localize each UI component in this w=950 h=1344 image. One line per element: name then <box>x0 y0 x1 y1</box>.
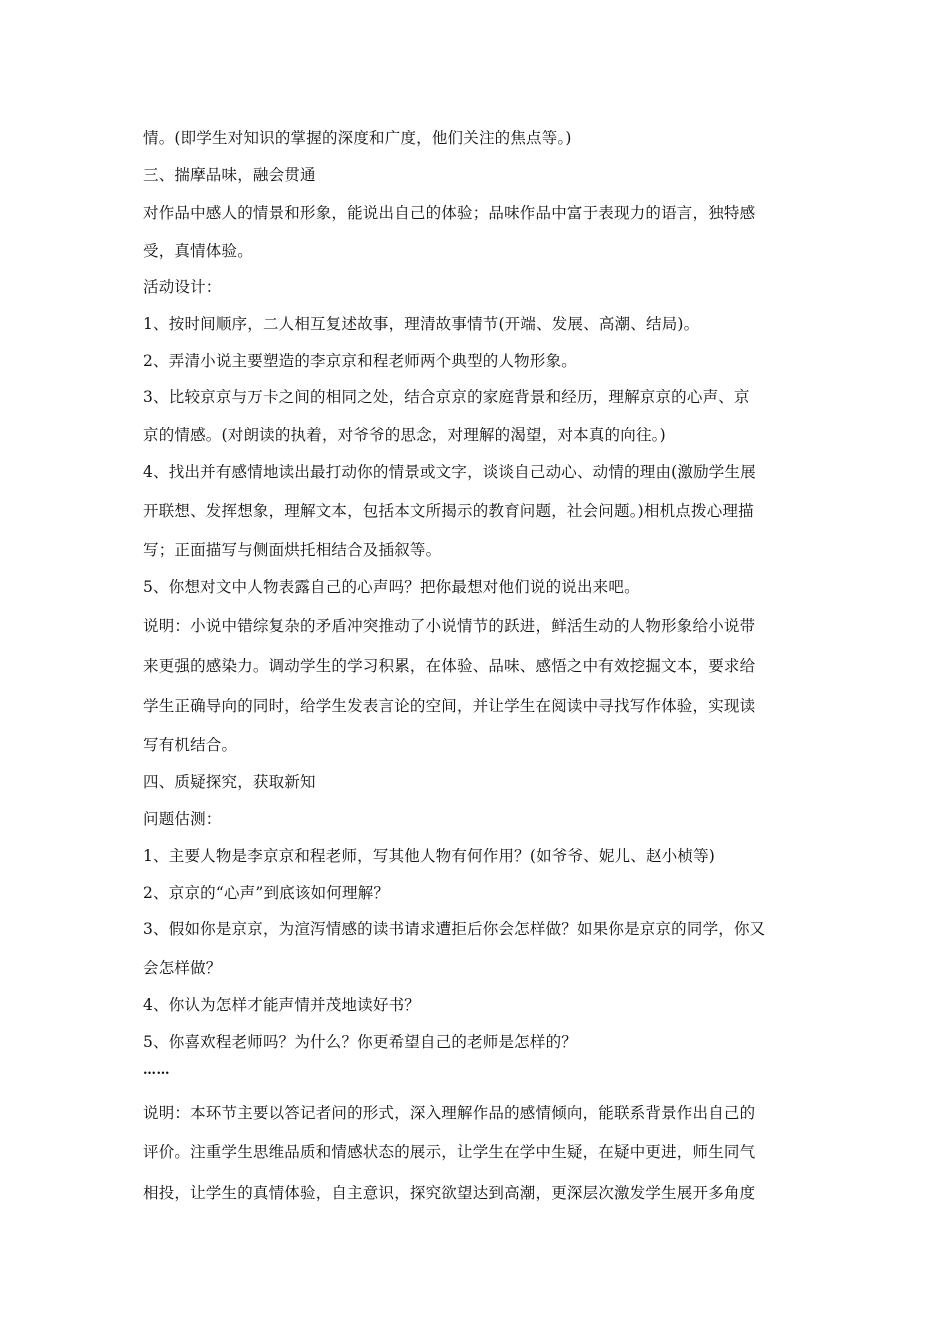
text-line: 写有机结合。 <box>143 736 238 754</box>
section-heading: 四、质疑探究，获取新知 <box>143 773 316 791</box>
text-line: 开联想、发挥想象，理解文本，包括本文所揭示的教育问题，社会问题。)相机点拨心理描 <box>143 502 754 520</box>
text-line: 评价。注重学生思维品质和情感状态的展示，让学生在学中生疑，在疑中更进，师生同气 <box>143 1143 756 1161</box>
text-line: 对作品中感人的情景和形象，能说出自己的体验；品味作品中富于表现力的语言，独特感 <box>143 204 756 222</box>
text-line: 受，真情体验。 <box>143 242 253 260</box>
text-line: 说明：小说中错综复杂的矛盾冲突推动了小说情节的跃进，鲜活生动的人物形象给小说带 <box>143 617 756 635</box>
text-line: 京的情感。(对朗读的执着，对爷爷的思念，对理解的渴望，对本真的向往。) <box>143 426 666 444</box>
list-item: 2、京京的“心声”到底该如何理解？ <box>143 884 390 902</box>
text-line: 会怎样做？ <box>143 959 222 977</box>
list-item: 5、你想对文中人物表露自己的心声吗？把你最想对他们说的说出来吧。 <box>143 578 640 596</box>
subheading: 活动设计： <box>143 278 222 296</box>
list-item: 4、找出并有感情地读出最打动你的情景或文字，谈谈自己动心、动情的理由(激励学生展 <box>143 463 756 481</box>
text-line: 来更强的感染力。调动学生的学习积累，在体验、品味、感悟之中有效挖掘文本，要求给 <box>143 657 756 675</box>
list-item: 3、比较京京与万卡之间的相同之处，结合京京的家庭背景和经历，理解京京的心声、京 <box>143 388 750 406</box>
text-line: 情。(即学生对知识的掌握的深度和广度，他们关注的焦点等。) <box>143 129 572 147</box>
list-item: 1、主要人物是李京京和程老师，写其他人物有何作用？(如爷爷、妮儿、赵小桢等) <box>143 847 716 865</box>
ellipsis: …… <box>143 1063 170 1078</box>
list-item: 4、你认为怎样才能声情并茂地读好书？ <box>143 996 420 1014</box>
text-line: 写；正面描写与侧面烘托相结合及插叙等。 <box>143 541 442 559</box>
text-line: 学生正确导向的同时，给学生发表言论的空间，并让学生在阅读中寻找写作体验，实现读 <box>143 697 756 715</box>
list-item: 5、你喜欢程老师吗？为什么？你更希望自己的老师是怎样的？ <box>143 1033 577 1051</box>
list-item: 1、按时间顺序，二人相互复述故事，理清故事情节(开端、发展、高潮、结局)。 <box>143 315 700 333</box>
text-line: 说明：本环节主要以答记者问的形式，深入理解作品的感情倾向，能联系背景作出自己的 <box>143 1104 756 1122</box>
subheading: 问题估测： <box>143 810 222 828</box>
text-line: 相投，让学生的真情体验，自主意识，探究欲望达到高潮，更深层次激发学生展开多角度 <box>143 1184 756 1202</box>
section-heading: 三、揣摩品味，融会贯通 <box>143 166 316 184</box>
list-item: 2、弄清小说主要塑造的李京京和程老师两个典型的人物形象。 <box>143 352 577 370</box>
list-item: 3、假如你是京京，为渲泻情感的读书请求遭拒后你会怎样做？如果你是京京的同学，你又 <box>143 920 766 938</box>
